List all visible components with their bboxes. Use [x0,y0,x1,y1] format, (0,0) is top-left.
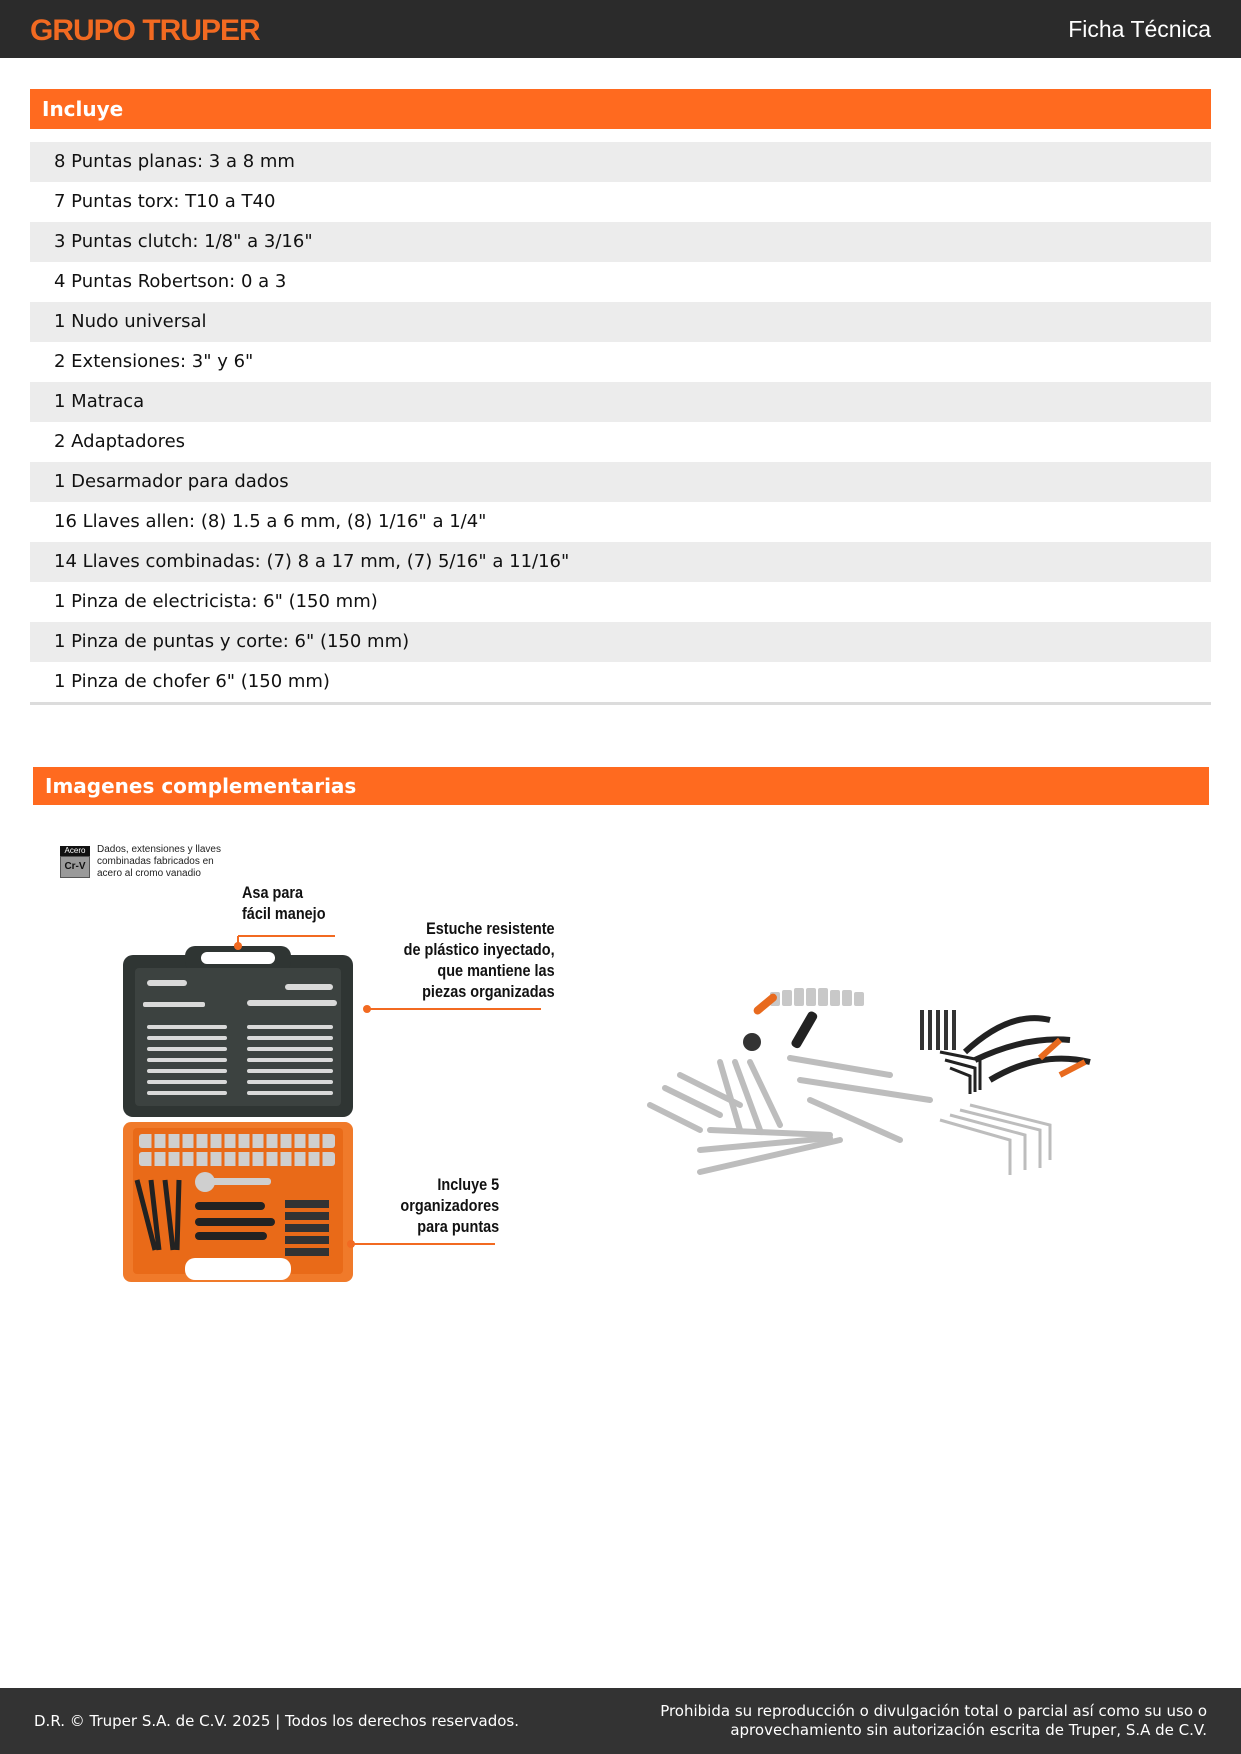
document-title: Ficha Técnica [1068,16,1211,42]
callout-bits: Incluye 5 organizadores para puntas [400,1175,499,1236]
page-footer [0,1688,1241,1754]
footer-legal-notice: Prohibida su reproducción o divulgación total o parcial así como su uso o aprovechamiento sin autorización escrita de Truper, S.A de C.V. [660,1702,1207,1739]
toolcase-image [55,840,555,1300]
included-item: 4 Puntas Robertson: 0 a 3 [30,262,1211,302]
included-items-list [30,142,1211,705]
included-item: 1 Nudo universal [30,302,1211,342]
badge-top-label: Acero [60,846,90,856]
badge-description: Dados, extensiones y llaves combinadas fabricados en acero al cromo vanadio [97,844,221,879]
brand-logo: GRUPO TRUPER [30,14,260,47]
included-item: 1 Pinza de electricista: 6" (150 mm) [30,582,1211,622]
included-item: 7 Puntas torx: T10 a T40 [30,182,1211,222]
callout-handle: Asa para fácil manejo [242,883,326,923]
included-item: 1 Matraca [30,382,1211,422]
included-item: 1 Pinza de chofer 6" (150 mm) [30,662,1211,702]
included-item: 14 Llaves combinadas: (7) 8 a 17 mm, (7) 5/16" a 11/16" [30,542,1211,582]
tools-spread-image [640,980,1120,1190]
included-item: 1 Desarmador para dados [30,462,1211,502]
badge-bottom-label: Cr-V [61,857,89,877]
page-header [0,0,1241,58]
section-heading-incluye: Incluye [30,89,1211,129]
tools-spread-illustration [640,980,1120,1190]
included-item: 1 Pinza de puntas y corte: 6" (150 mm) [30,622,1211,662]
included-item: 2 Adaptadores [30,422,1211,462]
section-heading-imagenes: Imagenes complementarias [33,767,1209,805]
included-item: 3 Puntas clutch: 1/8" a 3/16" [30,222,1211,262]
included-item: 16 Llaves allen: (8) 1.5 a 6 mm, (8) 1/16" a 1/4" [30,502,1211,542]
footer-copyright: D.R. © Truper S.A. de C.V. 2025 | Todos los derechos reservados. [34,1712,519,1730]
included-item: 8 Puntas planas: 3 a 8 mm [30,142,1211,182]
included-item: 2 Extensiones: 3" y 6" [30,342,1211,382]
callout-case: Estuche resistente de plástico inyectado, que mantiene las piezas organizadas [404,919,555,1001]
